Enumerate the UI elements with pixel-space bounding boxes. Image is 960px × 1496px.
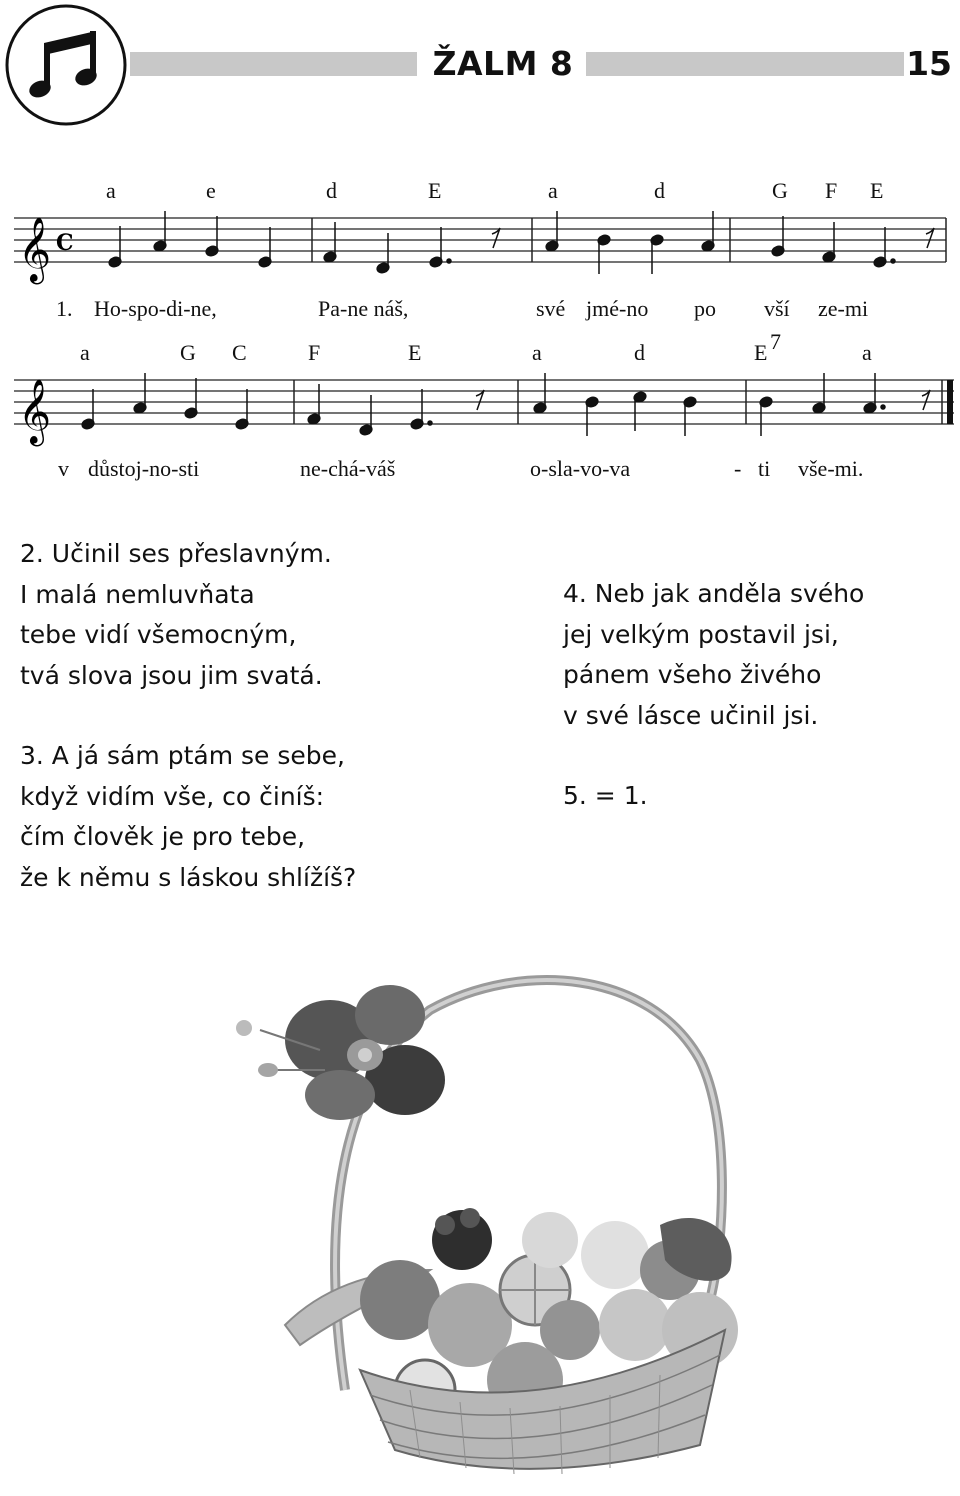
lyric: vše-mi. <box>798 456 864 481</box>
header-bar-left <box>130 52 417 76</box>
lyric: Pa-ne náš, <box>318 296 409 321</box>
chord: E <box>428 178 442 203</box>
page-number: 15 <box>906 44 952 83</box>
verse-line: 3. A já sám ptám se sebe, <box>20 741 345 770</box>
lyric: v <box>58 456 69 481</box>
verse-line: 5. = 1. <box>563 781 648 810</box>
verse-line: pánem všeho živého <box>563 660 822 689</box>
chord: G <box>180 340 196 365</box>
verse-line: v své lásce učinil jsi. <box>563 700 819 730</box>
lyric: důstoj-no-sti <box>88 456 200 481</box>
chord: F <box>308 340 321 365</box>
notes-line-1 <box>108 211 934 274</box>
verse-5 <box>563 776 648 817</box>
chord: d <box>326 178 337 203</box>
lyric: ze-mi <box>818 296 869 321</box>
chord: a <box>548 178 558 203</box>
chord: a <box>80 340 90 365</box>
notes-line-2 <box>81 373 930 436</box>
chord: E <box>408 340 422 365</box>
verse-line: tvá slova jsou jim svatá. <box>20 660 323 690</box>
lyric: o-sla-vo-va <box>530 456 631 481</box>
chord-superscript: 7 <box>770 329 781 354</box>
chord: E <box>870 178 884 203</box>
verse-line: když vidím vše, co činíš: <box>20 781 325 811</box>
chord: a <box>862 340 872 365</box>
verse-line: I malá nemluvňata <box>20 579 255 609</box>
lyric: - <box>734 456 742 481</box>
chord: G <box>772 178 788 203</box>
chord: F <box>825 178 838 203</box>
verse-line: čím člověk je pro tebe, <box>20 822 306 851</box>
music-notes-icon <box>4 3 128 127</box>
chord: a <box>532 340 542 365</box>
verse-4 <box>563 574 864 736</box>
fruit-basket-icon <box>230 970 750 1480</box>
header-bar-right <box>586 52 904 76</box>
verse-3 <box>20 736 356 898</box>
verse-line: 4. Neb jak anděla svého <box>563 579 865 608</box>
verse-line: jej velkým postavil jsi, <box>563 619 839 649</box>
lyric: po <box>694 296 716 321</box>
verse-2 <box>20 534 332 696</box>
chord: C <box>232 340 247 365</box>
common-time-icon: C <box>56 230 74 256</box>
lyric: jmé-no <box>586 296 649 321</box>
page-title: ŽALM 8 <box>432 44 574 83</box>
chord: d <box>654 178 665 203</box>
verse-line: že k němu s láskou shlížíš? <box>20 862 357 892</box>
staff-line-1 <box>14 178 946 321</box>
verse-line: 2. Učinil ses přeslavným. <box>20 539 332 568</box>
chord: E <box>754 340 768 365</box>
treble-clef-icon: 𝄞 <box>18 217 52 282</box>
verse-line: tebe vidí všemocným, <box>20 620 297 649</box>
chord: a <box>106 178 116 203</box>
lyric: 1. <box>56 296 73 321</box>
chord: d <box>634 340 645 365</box>
lyric: Ho-spo-di-ne, <box>94 296 217 321</box>
treble-clef-icon: 𝄞 <box>18 379 52 444</box>
lyric: své <box>536 296 566 321</box>
lyric: vší <box>764 296 790 321</box>
music-score <box>0 160 960 490</box>
lyric: ne-chá-váš <box>300 456 396 481</box>
chord: e <box>206 178 216 203</box>
lyric: ti <box>758 456 771 481</box>
staff-line-2 <box>14 329 954 481</box>
